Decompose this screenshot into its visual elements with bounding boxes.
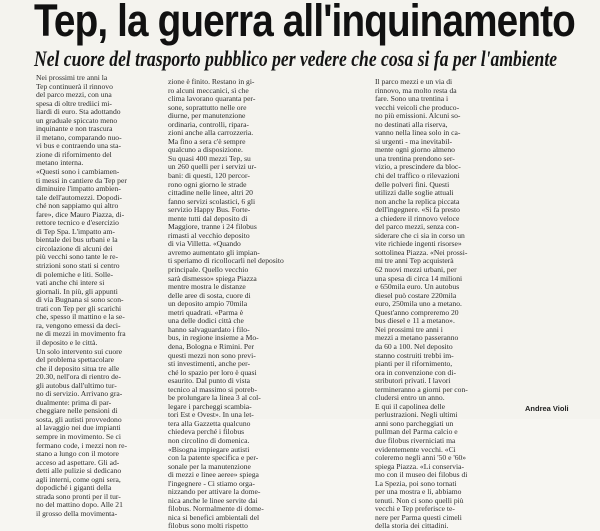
article-text-line: avremo aumentato gli impian- [168, 247, 260, 257]
article-text-line: servizio Happy Bus. Forte- [168, 205, 251, 215]
article-text-line: un deposito ampio 70mila [168, 299, 248, 309]
article-text-line: qualcuno a disposizione. [168, 145, 243, 155]
article-text-line: utilizzi dalle soglie attuali [375, 188, 454, 198]
article-text-line: La Spezia, poi sono tornati [375, 478, 457, 488]
article-text-line: strada sono pronti per il tur- [36, 491, 121, 501]
article-text-line: delle polveri fini. Questi [375, 179, 450, 189]
article-text-line: una delle dodici città che [168, 316, 244, 326]
article-text-line: della storia dei cittadini. [375, 521, 449, 531]
article-text-line: un graduale spiccato meno [36, 115, 118, 125]
article-text-line: nica anche le linee servite dai [168, 495, 258, 505]
article-text-line: pianti per il rifornimento, [375, 359, 453, 369]
article-text-line: liardi di euro. Sta adottando [36, 107, 121, 117]
article-text-line: Su quasi 400 mezzi Tep, su [168, 153, 251, 163]
article-text-line: filobus. Normalmente di dome- [168, 504, 264, 514]
article-text-line: bientale dei bus urbani e la [36, 235, 118, 245]
article-text-line: che, spesso il mattino e la se- [36, 312, 125, 322]
article-text-line: ché lo spazio per loro è quasi [168, 367, 257, 377]
article-text-line: stanno costruiti trebbi im- [375, 350, 454, 360]
article-text-line: bus diesel e 11 a metano». [375, 316, 455, 326]
article-text-line: ti messi in cantiere da Tep per [36, 175, 127, 185]
article-text-line: «Bisogna impiegare autisti [168, 444, 250, 454]
article-text-line: fare», dice Mauro Piazza, di- [36, 209, 125, 219]
article-text-line: termineranno a giorni per con- [375, 384, 468, 394]
article-text-line: non anche la replica piccata [375, 196, 460, 206]
article-text-line: mo con il museo dei filobus di [375, 470, 468, 480]
article-text-line: evidentemente vecchi. «Ci [375, 444, 456, 454]
article-text-line: una trentina prendono ser- [375, 153, 455, 163]
article-text-line: principale. Quello vecchio [168, 265, 249, 275]
article-text-line: ti speriamo di ricollocarli nel deposito [168, 256, 284, 266]
article-text-line: del parco mezzi, senza con- [375, 222, 460, 232]
article-text-line: il grosso della movimenta- [36, 508, 118, 518]
article-text-line: inquinante e non trascura [36, 124, 113, 134]
article-text-line: sone, soprattutto nelle ore [168, 102, 247, 112]
article-text-line: tenuti. Non ci sono quelli più [375, 495, 464, 505]
article-text-line: strizioni sono stati si centro [36, 261, 120, 271]
article-text-line: zione di rifornimento del [36, 149, 112, 159]
article-text-line: legare i parcheggi scambia- [168, 401, 252, 411]
article-text-line: no del mattino dopo. Alle 21 [36, 500, 123, 510]
article-text-line: del parco mezzi, con una [36, 90, 112, 100]
article-text-line: dell'ingegnere. «Si fa presto [375, 205, 460, 215]
article-text-line: giornali. In più, gli appunti [36, 286, 118, 296]
article-text-line: una spesa di circa 14 milioni [375, 273, 463, 283]
article-text-line: nere per Parma questi cimeli [375, 512, 462, 522]
article-text-line: di mezzi e linee aeree» spiega [168, 470, 259, 480]
article-text-line: sonale per la manutenzione [168, 461, 251, 471]
article-text-line: Tep continuerà il rinnovo [36, 81, 113, 91]
article-text-line: anni sono parcheggiati un [375, 418, 454, 428]
article-text-line: cittadine nelle linee, altri 20 [168, 188, 253, 198]
article-column-1 [36, 73, 158, 518]
article-text-line: il deposito e le città. [36, 337, 98, 347]
article-text-line: esaurito. Dal punto di vista [168, 376, 251, 386]
article-text-line: Nei prossimi tre anni la [36, 73, 108, 82]
article-text-line: cludersi entro un anno. [375, 393, 445, 403]
article-text-line: non circolino di domenica. [168, 435, 250, 445]
article-text-line: vanno nella linea solo in ca- [375, 128, 461, 138]
article-text-line: mezzi a metano passeranno [375, 333, 459, 343]
article-text-line: più vecchi sono tante le re- [36, 252, 119, 262]
article-text-line: agli interni, come ogni sera, [36, 474, 121, 484]
article-text-line: di via Villetta. «Quando [168, 239, 241, 249]
article-text-line: diminuire l'impatto ambien- [36, 184, 121, 194]
article-text-line: euro, 250mila uno a metano. [375, 299, 462, 309]
article-text-line: bus, in regione insieme a Mo- [168, 333, 259, 343]
article-text-line: cheggiare nelle pensioni di [36, 406, 118, 416]
article-text-line: a chiedere il rinnovo veloce [375, 213, 460, 223]
article-text-line: tale dell'automezzi. Dopodi- [36, 192, 122, 202]
article-text-line: metri quadrati. «Parma è [168, 307, 244, 317]
article-text-line: tecnico al massimo si potreb- [168, 384, 257, 394]
article-text-line: vite richiede ingenti risorse» [375, 239, 462, 249]
article-text-line: ra, vengono emessi da deci- [36, 320, 121, 330]
article-column-2 [168, 77, 284, 531]
article-text-line: e 650mila euro. Un autobus [375, 282, 460, 292]
article-text-line: Quest'anno compreremo 20 [375, 307, 459, 317]
article-text-line: del problema spettacolare [36, 355, 115, 365]
article-text-line: mi tre anni Tep acquisterà [375, 256, 454, 266]
article-text-line: rono ogni giorno le strade [168, 179, 247, 189]
article-text-line: vecchi e Tep preferisce te- [375, 504, 455, 514]
article-text-line: E qui il capolinea delle [375, 401, 446, 411]
article-text-line: fermano code, i mezzi non re- [36, 440, 128, 450]
article-text-line: vecchi veicoli che produco- [375, 102, 460, 112]
article-text-line: hanno salvaguardato i filo- [168, 324, 250, 334]
article-text-line: no destinati alla riserva, [375, 119, 448, 129]
article-text-line: l'ingegnere - Ci stiamo orga- [168, 478, 255, 488]
article-text-line: tori Est e Ovest». In una let- [168, 410, 254, 420]
article-text-line: be prolungare la linea 3 al col- [168, 393, 261, 403]
article-text-line: rinnovo, ma molto resta da [375, 85, 457, 95]
article-text-line: che il deposito situa tre alle [36, 363, 120, 373]
article-text-line: fare. Sono una trentina i [375, 94, 449, 104]
article-text-line: dopodiché i giganti della [36, 483, 112, 493]
article-text-line: rettore tecnico e d'esercizio [36, 218, 119, 228]
article-text-line: delle aree di sosta, cuore di [168, 290, 251, 300]
article-text-line: zioni anche alla carrozzeria. [168, 128, 254, 138]
article-text-line: bani: di questi, 120 percor- [168, 171, 250, 181]
article-text-line: fanno servizi scolastici, 6 gli [168, 196, 256, 206]
article-text-line: il metano, comparando nuo- [36, 132, 122, 142]
article-text-line: ché non sappiamo qui altro [36, 201, 119, 211]
article-text-line: spesa di oltre trediici mi- [36, 98, 112, 108]
article-text-line: un 260 quelli per i servizi ur- [168, 162, 257, 172]
article-text-line: chiedeva perché i filobus [168, 427, 245, 437]
article-text-line: no di servizio. Arrivano gra- [36, 389, 123, 399]
article-text-line: trati con Tep per gli scarichi [36, 303, 122, 313]
article-text-line: coleremo negli anni '50 e '60» [375, 453, 467, 463]
article-text-line: circolazione di alcuni dei [36, 243, 113, 253]
article-text-line: Maggiore, tranne i 24 filobus [168, 222, 257, 232]
article-text-line: Un solo intervento sui cuore [36, 346, 123, 356]
article-text-line: nizzando per attivare la dome- [168, 487, 261, 497]
article-text-line: si urgenti - ma inevitabil- [375, 136, 453, 146]
article-text-line: spiega Piazza. «Li conservia- [375, 461, 464, 471]
article-text-line: tera alla Gazzetta qualcuno [168, 418, 251, 428]
article-text-line: sempre in movimento. Se ci [36, 431, 121, 441]
article-text-line: pullman del Parma calcio e [375, 427, 458, 437]
article-text-line: ro alcuni meccanici, sì che [168, 85, 249, 95]
article-text-line: chi del traffico o rilevazioni [375, 171, 460, 181]
article-headline: Tep, la guerra all'inquinamento [34, 0, 575, 46]
article-text-line: no più emissioni. Alcuni so- [375, 111, 461, 121]
article-text-line: questi mezzi non sono previ- [168, 350, 256, 360]
article-text-line: vizio, a prescindere da bloc- [375, 162, 461, 172]
article-text-line: rimasti al vecchio deposito [168, 230, 250, 240]
article-text-line: zione è finito. Restano in gi- [168, 77, 255, 86]
article-text-line: sti investimenti, anche per- [168, 359, 251, 369]
article-text-line: ora in convenzione con di- [375, 367, 456, 377]
article-column-3 [375, 77, 483, 531]
article-text-line: con la patente specifica e per- [168, 453, 259, 463]
article-text-line: diurne, per manutenzione [168, 111, 246, 121]
article-text-line: per una mostra e li, abbiamo [375, 487, 462, 497]
article-text-line: stributori privati. I lavori [375, 376, 451, 386]
article-text-line: perlustrazioni. Negli ultimi [375, 410, 458, 420]
article-text-line: diesel può costare 220mila [375, 290, 457, 300]
article-text-line: sosta, gli autisti provvedono [36, 414, 122, 424]
article-text-line: gli autobus dall'ultimo tur- [36, 380, 117, 390]
article-text-line: Nei prossimi tre anni i [375, 324, 443, 334]
article-text-line: 20.30, nell'ora di rientro de- [36, 372, 121, 382]
article-signature: Andrea Violi [525, 404, 569, 413]
article-text-line: vi bus e contraendo una sta- [36, 141, 121, 151]
article-text-line: sarà dismesso» spiega Piazza [168, 273, 257, 283]
article-text-line: da 60 a 100. Nel deposito [375, 341, 453, 351]
article-text-line: di via Bugnana si sono scon- [36, 295, 124, 305]
article-text-line: dena, Bologna e Rimini. Per [168, 341, 255, 351]
article-text-line: mente tutti dal deposito di [168, 213, 248, 223]
article-text-line: vati anche chi intere si [36, 278, 105, 288]
article-text-line: clima lavorano quaranta per- [168, 94, 256, 104]
article-text-line: nica si benefici ambientali del [168, 512, 260, 522]
article-text-line: ne di mezzi in movimento fra [36, 329, 126, 339]
article-text-line: 62 nuovi mezzi urbani, per [375, 265, 457, 275]
article-text-line: Il parco mezzi e un via di [375, 77, 453, 86]
article-text-line: Ma fino a sera c'è sempre [168, 136, 246, 146]
article-text-line: di polemiche e liti. Solle- [36, 269, 113, 279]
article-text-line: al lavaggio nei due impianti [36, 423, 121, 433]
article-text-line: di Tep Spa. L'impatto am- [36, 226, 115, 236]
article-text-line: metano interna. [36, 158, 84, 168]
article-text-line: due filobus riverniciati ma [375, 435, 456, 445]
article-text-line: ordinaria, controlli, ripara- [168, 119, 249, 129]
article-text-line: detti alle pulizie si dedicano [36, 466, 122, 476]
article-text-line: stano a lungo con il motore [36, 449, 119, 459]
article-text-line: sottolinea Piazza. «Nei prossi- [375, 247, 468, 257]
article-text-line: mentre mostra le distanze [168, 282, 246, 292]
article-text-line: dualmente: prima di par- [36, 397, 112, 407]
article-text-line: siderare che ci sia in corso un [375, 230, 465, 240]
article-text-line: mente ogni giorno almeno [375, 145, 455, 155]
article-text-line: «Questi sono i cambiamen- [36, 167, 120, 177]
article-text-line: acceso ad aspettare. Gli ad- [36, 457, 120, 467]
article-subheadline: Nel cuore del trasporto pubblico per vedere che cosa si fa per l'ambiente [34, 46, 558, 71]
article-text-line: filobus sono molti rispetto [168, 521, 248, 531]
